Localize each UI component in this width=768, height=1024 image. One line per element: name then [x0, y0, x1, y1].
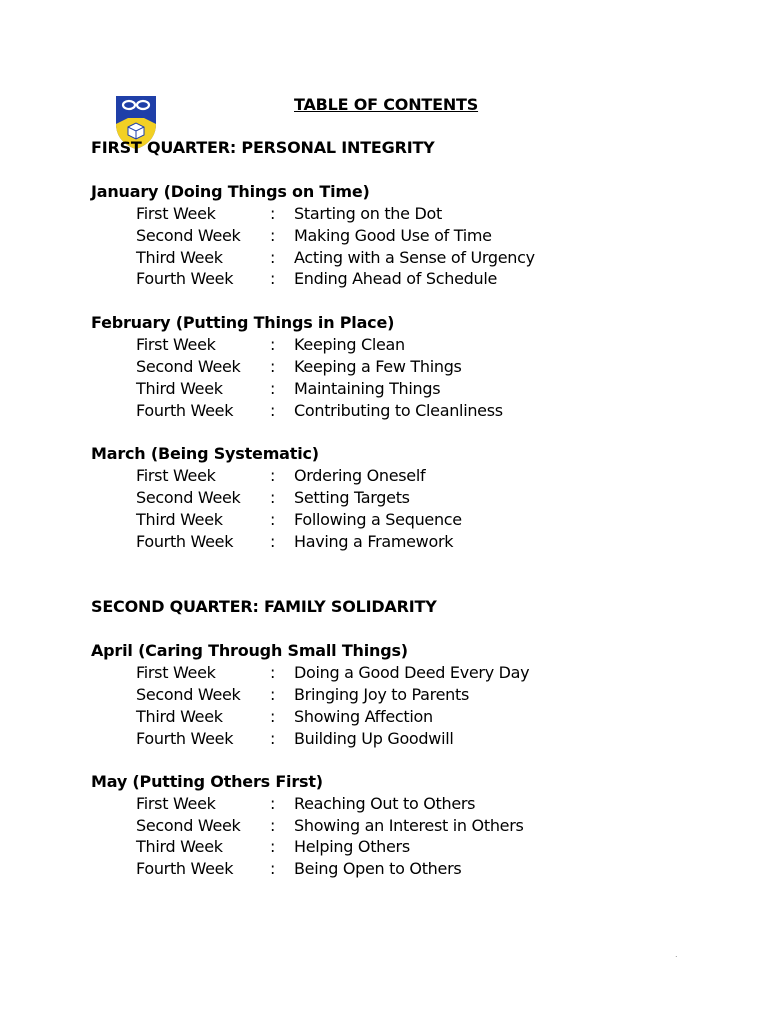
separator: : [270, 510, 276, 529]
quarter-heading: SECOND QUARTER: FAMILY SOLIDARITY [91, 597, 437, 616]
toc-entry [0, 817, 768, 839]
month-heading: March (Being Systematic) [91, 444, 319, 463]
month-heading: February (Putting Things in Place) [91, 313, 395, 332]
week-label: Second Week [136, 816, 241, 835]
toc-entry [0, 511, 768, 533]
toc-entry [0, 270, 768, 292]
week-label: Third Week [136, 248, 223, 267]
topic-text: Building Up Goodwill [294, 729, 454, 748]
toc-entry [0, 664, 768, 686]
week-label: Fourth Week [136, 401, 234, 420]
topic-text: Ending Ahead of Schedule [294, 269, 498, 288]
toc-entry [0, 730, 768, 752]
topic-text: Showing Affection [294, 707, 433, 726]
topic-text: Following a Sequence [294, 510, 462, 529]
toc-entry [0, 402, 768, 424]
separator: : [270, 379, 276, 398]
separator: : [270, 204, 276, 223]
toc-entry [0, 686, 768, 708]
topic-text: Keeping Clean [294, 335, 405, 354]
week-label: First Week [136, 466, 216, 485]
topic-text: Ordering Oneself [294, 466, 426, 485]
separator: : [270, 269, 276, 288]
week-label: Fourth Week [136, 729, 234, 748]
topic-text: Helping Others [294, 837, 410, 856]
week-label: Fourth Week [136, 859, 234, 878]
topic-text: Having a Framework [294, 532, 454, 551]
toc-entry [0, 489, 768, 511]
week-label: Third Week [136, 707, 223, 726]
toc-entry [0, 838, 768, 860]
separator: : [270, 837, 276, 856]
week-label: First Week [136, 663, 216, 682]
separator: : [270, 466, 276, 485]
footer-mark: . [675, 950, 678, 959]
week-label: Second Week [136, 357, 241, 376]
toc-entry [0, 205, 768, 227]
separator: : [270, 401, 276, 420]
topic-text: Bringing Joy to Parents [294, 685, 469, 704]
toc-entry [0, 358, 768, 380]
topic-text: Acting with a Sense of Urgency [294, 248, 535, 267]
week-label: Second Week [136, 685, 241, 704]
toc-entry [0, 336, 768, 358]
toc-entry [0, 795, 768, 817]
separator: : [270, 794, 276, 813]
separator: : [270, 663, 276, 682]
toc-entry [0, 467, 768, 489]
topic-text: Making Good Use of Time [294, 226, 492, 245]
separator: : [270, 248, 276, 267]
separator: : [270, 685, 276, 704]
month-heading: January (Doing Things on Time) [91, 182, 370, 201]
week-label: Fourth Week [136, 269, 234, 288]
quarter-heading: FIRST QUARTER: PERSONAL INTEGRITY [91, 138, 435, 157]
toc-entry [0, 708, 768, 730]
toc-entry [0, 380, 768, 402]
topic-text: Maintaining Things [294, 379, 441, 398]
month-heading: April (Caring Through Small Things) [91, 641, 408, 660]
separator: : [270, 729, 276, 748]
topic-text: Contributing to Cleanliness [294, 401, 503, 420]
week-label: Third Week [136, 379, 223, 398]
separator: : [270, 488, 276, 507]
separator: : [270, 707, 276, 726]
toc-entry [0, 249, 768, 271]
month-heading: May (Putting Others First) [91, 772, 323, 791]
separator: : [270, 357, 276, 376]
week-label: Second Week [136, 226, 241, 245]
page-title: TABLE OF CONTENTS [294, 95, 479, 114]
week-label: Second Week [136, 488, 241, 507]
week-label: Third Week [136, 510, 223, 529]
separator: : [270, 816, 276, 835]
separator: : [270, 226, 276, 245]
toc-entry [0, 227, 768, 249]
week-label: First Week [136, 335, 216, 354]
toc-entry [0, 533, 768, 555]
week-label: First Week [136, 204, 216, 223]
topic-text: Setting Targets [294, 488, 410, 507]
topic-text: Doing a Good Deed Every Day [294, 663, 530, 682]
week-label: First Week [136, 794, 216, 813]
topic-text: Reaching Out to Others [294, 794, 476, 813]
topic-text: Being Open to Others [294, 859, 462, 878]
topic-text: Keeping a Few Things [294, 357, 462, 376]
week-label: Third Week [136, 837, 223, 856]
topic-text: Starting on the Dot [294, 204, 442, 223]
week-label: Fourth Week [136, 532, 234, 551]
separator: : [270, 335, 276, 354]
topic-text: Showing an Interest in Others [294, 816, 524, 835]
toc-entry [0, 860, 768, 882]
separator: : [270, 532, 276, 551]
separator: : [270, 859, 276, 878]
